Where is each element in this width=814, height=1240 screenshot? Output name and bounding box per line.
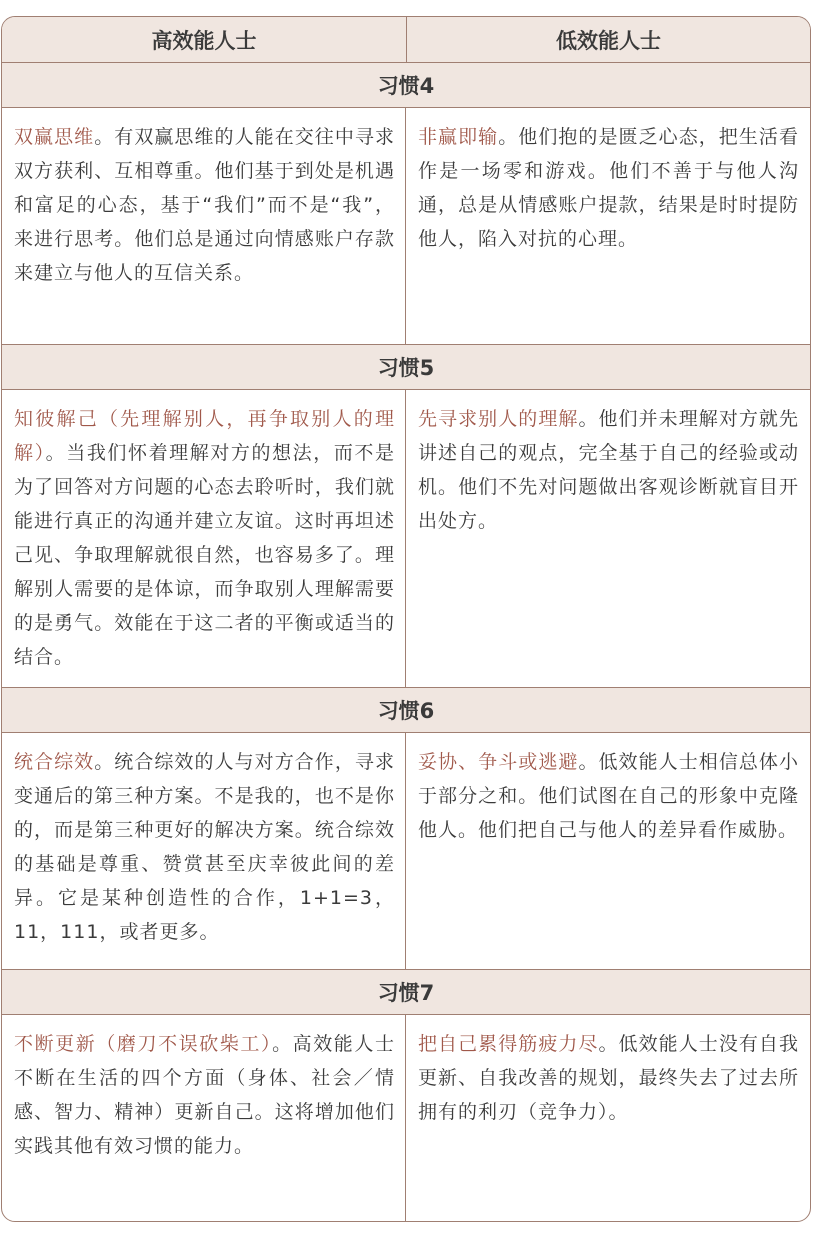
habit-row xyxy=(2,108,810,344)
effective-text: 。统合综效的人与对方合作，寻求变通后的第三种方案。不是我的，也不是你的，而是第三种更好的解决方案。统合综效的基础是尊重、赞赏甚至庆幸彼此间的差异。它是某种创造性的合作，1+1=3，11，111，或者更多。 xyxy=(14,751,395,943)
habit-row xyxy=(2,390,810,687)
effective-keyword: 双赢思维 xyxy=(14,126,95,148)
table-header xyxy=(2,17,810,63)
habit-row xyxy=(2,1015,810,1222)
effective-text: 。当我们怀着理解对方的想法，而不是为了回答对方问题的心态去聆听时，我们就能进行真正的沟通并建立友谊。这时再坦述己见、争取理解就很自然，也容易多了。理解别人需要的是体谅，而争取别人理解需要的是勇气。效能在于这二者的平衡或适当的结合。 xyxy=(14,442,395,668)
ineffective-text: 。低效能人士没有自我更新、自我改善的规划，最终失去了过去所拥有的利刃（竞争力）。 xyxy=(418,1033,799,1123)
effective-cell xyxy=(2,390,406,687)
ineffective-cell xyxy=(406,390,809,687)
effective-text: 。高效能人士不断在生活的四个方面（身体、社会／情感、智力、精神）更新自己。这将增加他们实践其他有效习惯的能力。 xyxy=(14,1033,395,1157)
ineffective-keyword: 非赢即输 xyxy=(418,126,499,148)
ineffective-keyword: 把自己累得筋疲力尽 xyxy=(418,1033,599,1055)
habit-band: 习惯6 xyxy=(2,687,810,733)
header-ineffective: 低效能人士 xyxy=(556,28,661,53)
effective-cell xyxy=(2,1015,406,1222)
ineffective-keyword: 先寻求别人的理解 xyxy=(418,408,579,430)
effective-keyword: 不断更新（磨刀不误砍柴工） xyxy=(14,1033,273,1055)
ineffective-text: 。低效能人士相信总体小于部分之和。他们试图在自己的形象中克隆他人。他们把自己与他人的差异看作威胁。 xyxy=(418,751,799,841)
effective-keyword: 知彼解己（先理解别人，再争取别人的理解） xyxy=(14,408,395,464)
effective-keyword: 统合综效 xyxy=(14,751,95,773)
ineffective-text: 。他们并未理解对方就先讲述自己的观点，完全基于自己的经验或动机。他们不先对问题做出客观诊断就盲目开出处方。 xyxy=(418,408,799,532)
ineffective-text: 。他们抱的是匮乏心态，把生活看作是一场零和游戏。他们不善于与他人沟通，总是从情感账户提款，结果是时时提防他人，陷入对抗的心理。 xyxy=(418,126,799,250)
ineffective-cell xyxy=(406,1015,809,1222)
header-effective: 高效能人士 xyxy=(2,17,407,62)
ineffective-cell xyxy=(406,108,809,344)
ineffective-keyword: 妥协、争斗或逃避 xyxy=(418,751,579,773)
effective-text: 。有双赢思维的人能在交往中寻求双方获利、互相尊重。他们基于到处是机遇和富足的心态，基于“我们”而不是“我”，来进行思考。他们总是通过向情感账户存款来建立与他人的互信关系。 xyxy=(14,126,395,284)
habit-band: 习惯4 xyxy=(2,62,810,108)
comparison-table xyxy=(1,16,811,1222)
effective-cell xyxy=(2,733,406,969)
ineffective-cell xyxy=(406,733,809,969)
habit-band: 习惯7 xyxy=(2,969,810,1015)
habit-row xyxy=(2,733,810,969)
effective-cell xyxy=(2,108,406,344)
habit-band: 习惯5 xyxy=(2,344,810,390)
